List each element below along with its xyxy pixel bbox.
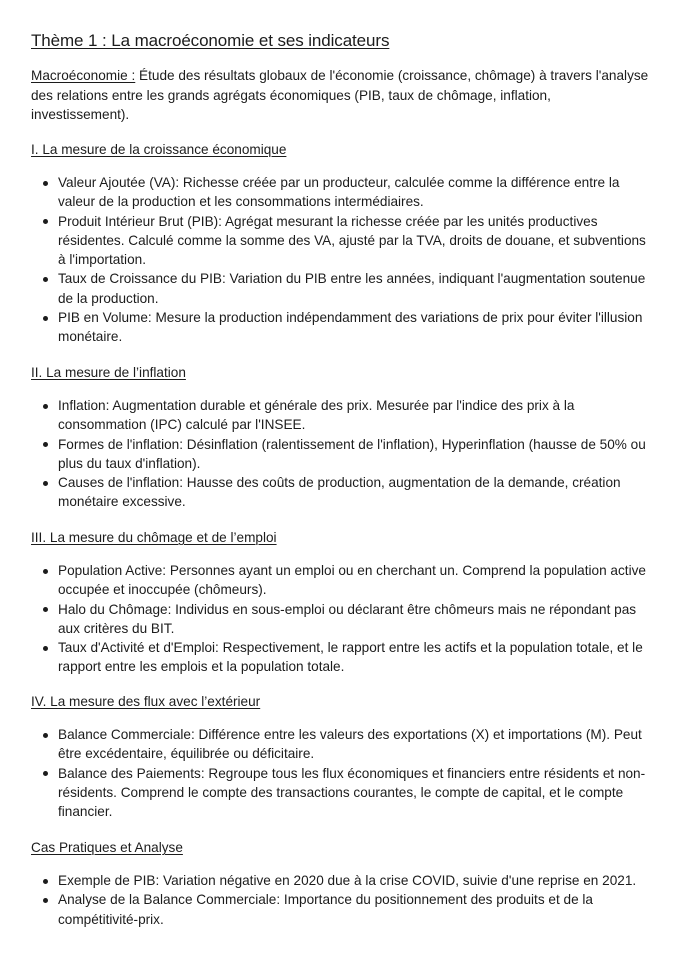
- item-term: Formes de l'inflation:: [58, 436, 183, 452]
- section-heading: Cas Pratiques et Analyse: [31, 840, 183, 855]
- item-term: Produit Intérieur Brut (PIB):: [58, 213, 222, 229]
- item-term: PIB en Volume:: [58, 310, 152, 326]
- item-text: Variation du PIB entre les années, indiquant l'augmentation soutenue de la production.: [58, 271, 646, 306]
- item-term: Analyse de la Balance Commerciale:: [58, 892, 281, 908]
- section-heading: II. La mesure de l’inflation: [31, 365, 186, 380]
- section-croissance: [31, 140, 654, 347]
- item-term: Taux d'Activité et d'Emploi:: [58, 640, 219, 656]
- item-term: Exemple de PIB:: [58, 873, 160, 888]
- item-term: Causes de l'inflation:: [58, 475, 184, 491]
- list-item: [31, 725, 654, 764]
- section-heading: III. La mesure du chômage et de l’emploi: [31, 530, 277, 545]
- list-item: [31, 764, 654, 822]
- list-item: [31, 269, 654, 308]
- item-term: Balance des Paiements:: [58, 765, 205, 781]
- section-cas-pratiques: [31, 838, 654, 929]
- list-item: [31, 638, 654, 677]
- item-term: Taux de Croissance du PIB:: [58, 271, 226, 287]
- item-text: Augmentation durable et générale des prix. Mesurée par l'indice des prix à la consommation (IPC) calculé par l'INSEE.: [58, 398, 575, 433]
- list-item: [31, 308, 654, 347]
- item-text: Individus en sous-emploi ou déclarant être chômeurs mais ne répondant pas aux critères du BIT.: [58, 601, 637, 636]
- list-item: [31, 561, 654, 600]
- intro-term: Macroéconomie :: [31, 68, 136, 83]
- intro-paragraph: [31, 66, 652, 125]
- item-text: Respectivement, le rapport entre les actifs et la population totale, et le rapport entre les emplois et la population totale.: [58, 640, 643, 675]
- list-item: [31, 473, 654, 512]
- list-item: [31, 173, 654, 212]
- item-text: Mesure la production indépendamment des variations de prix pour éviter l'illusion monétaire.: [58, 310, 643, 345]
- section-flux: [31, 692, 654, 821]
- list-item: [31, 600, 654, 639]
- item-term: Inflation:: [58, 398, 110, 413]
- section-chomage: [31, 528, 654, 677]
- item-text: Différence entre les valeurs des exportations (X) et importations (M). Peut être excédentaire, équilibrée ou déficitaire.: [58, 727, 642, 762]
- section-list: [31, 396, 654, 512]
- item-text: Variation négative en 2020 due à la crise COVID, suivie d'une reprise en 2021.: [159, 873, 637, 888]
- item-text: Hausse des coûts de production, augmentation de la demande, création monétaire excessive.: [58, 475, 621, 510]
- item-text: Personnes ayant un emploi ou en cherchant un. Comprend la population active occupée et inoccupée (chômeurs).: [58, 563, 646, 598]
- list-item: [31, 435, 654, 474]
- item-text: Regroupe tous les flux économiques et financiers entre résidents et non-résidents. Comprend le compte des transactions courantes, le compte de capital, et le compte financier.: [58, 765, 646, 820]
- page-title: Thème 1 : La macroéconomie et ses indicateurs: [31, 31, 390, 50]
- list-item: [31, 212, 654, 270]
- item-term: Population Active:: [58, 563, 167, 578]
- section-inflation: [31, 363, 654, 512]
- section-list: [31, 871, 654, 929]
- section-heading: I. La mesure de la croissance économique: [31, 142, 287, 157]
- item-term: Valeur Ajoutée (VA):: [58, 175, 180, 190]
- section-heading: IV. La mesure des flux avec l’extérieur: [31, 694, 261, 709]
- intro-text: Étude des résultats globaux de l'économie (croissance, chômage) à travers l'analyse des relations entre les grands agrégats économiques (PIB, taux de chômage, inflation, investissement).: [31, 68, 649, 122]
- item-text: Richesse créée par un producteur, calculée comme la différence entre la valeur de la production et les consommations intermédiaires.: [58, 175, 620, 210]
- item-text: Agrégat mesurant la richesse créée par les unités productives résidentes. Calculé comme la somme des VA, ajusté par la TVA, droits de douane, et subventions à l'importation.: [58, 213, 646, 268]
- section-list: [31, 725, 654, 821]
- item-term: Balance Commerciale:: [58, 727, 195, 742]
- item-term: Halo du Chômage:: [58, 601, 172, 617]
- item-text: Désinflation (ralentissement de l'inflation), Hyperinflation (hausse de 50% ou plus du taux d'inflation).: [58, 436, 646, 471]
- list-item: [31, 871, 654, 890]
- item-text: Importance du positionnement des produits et de la compétitivité-prix.: [58, 892, 593, 927]
- section-list: [31, 173, 654, 347]
- section-list: [31, 561, 654, 677]
- list-item: [31, 890, 654, 929]
- list-item: [31, 396, 654, 435]
